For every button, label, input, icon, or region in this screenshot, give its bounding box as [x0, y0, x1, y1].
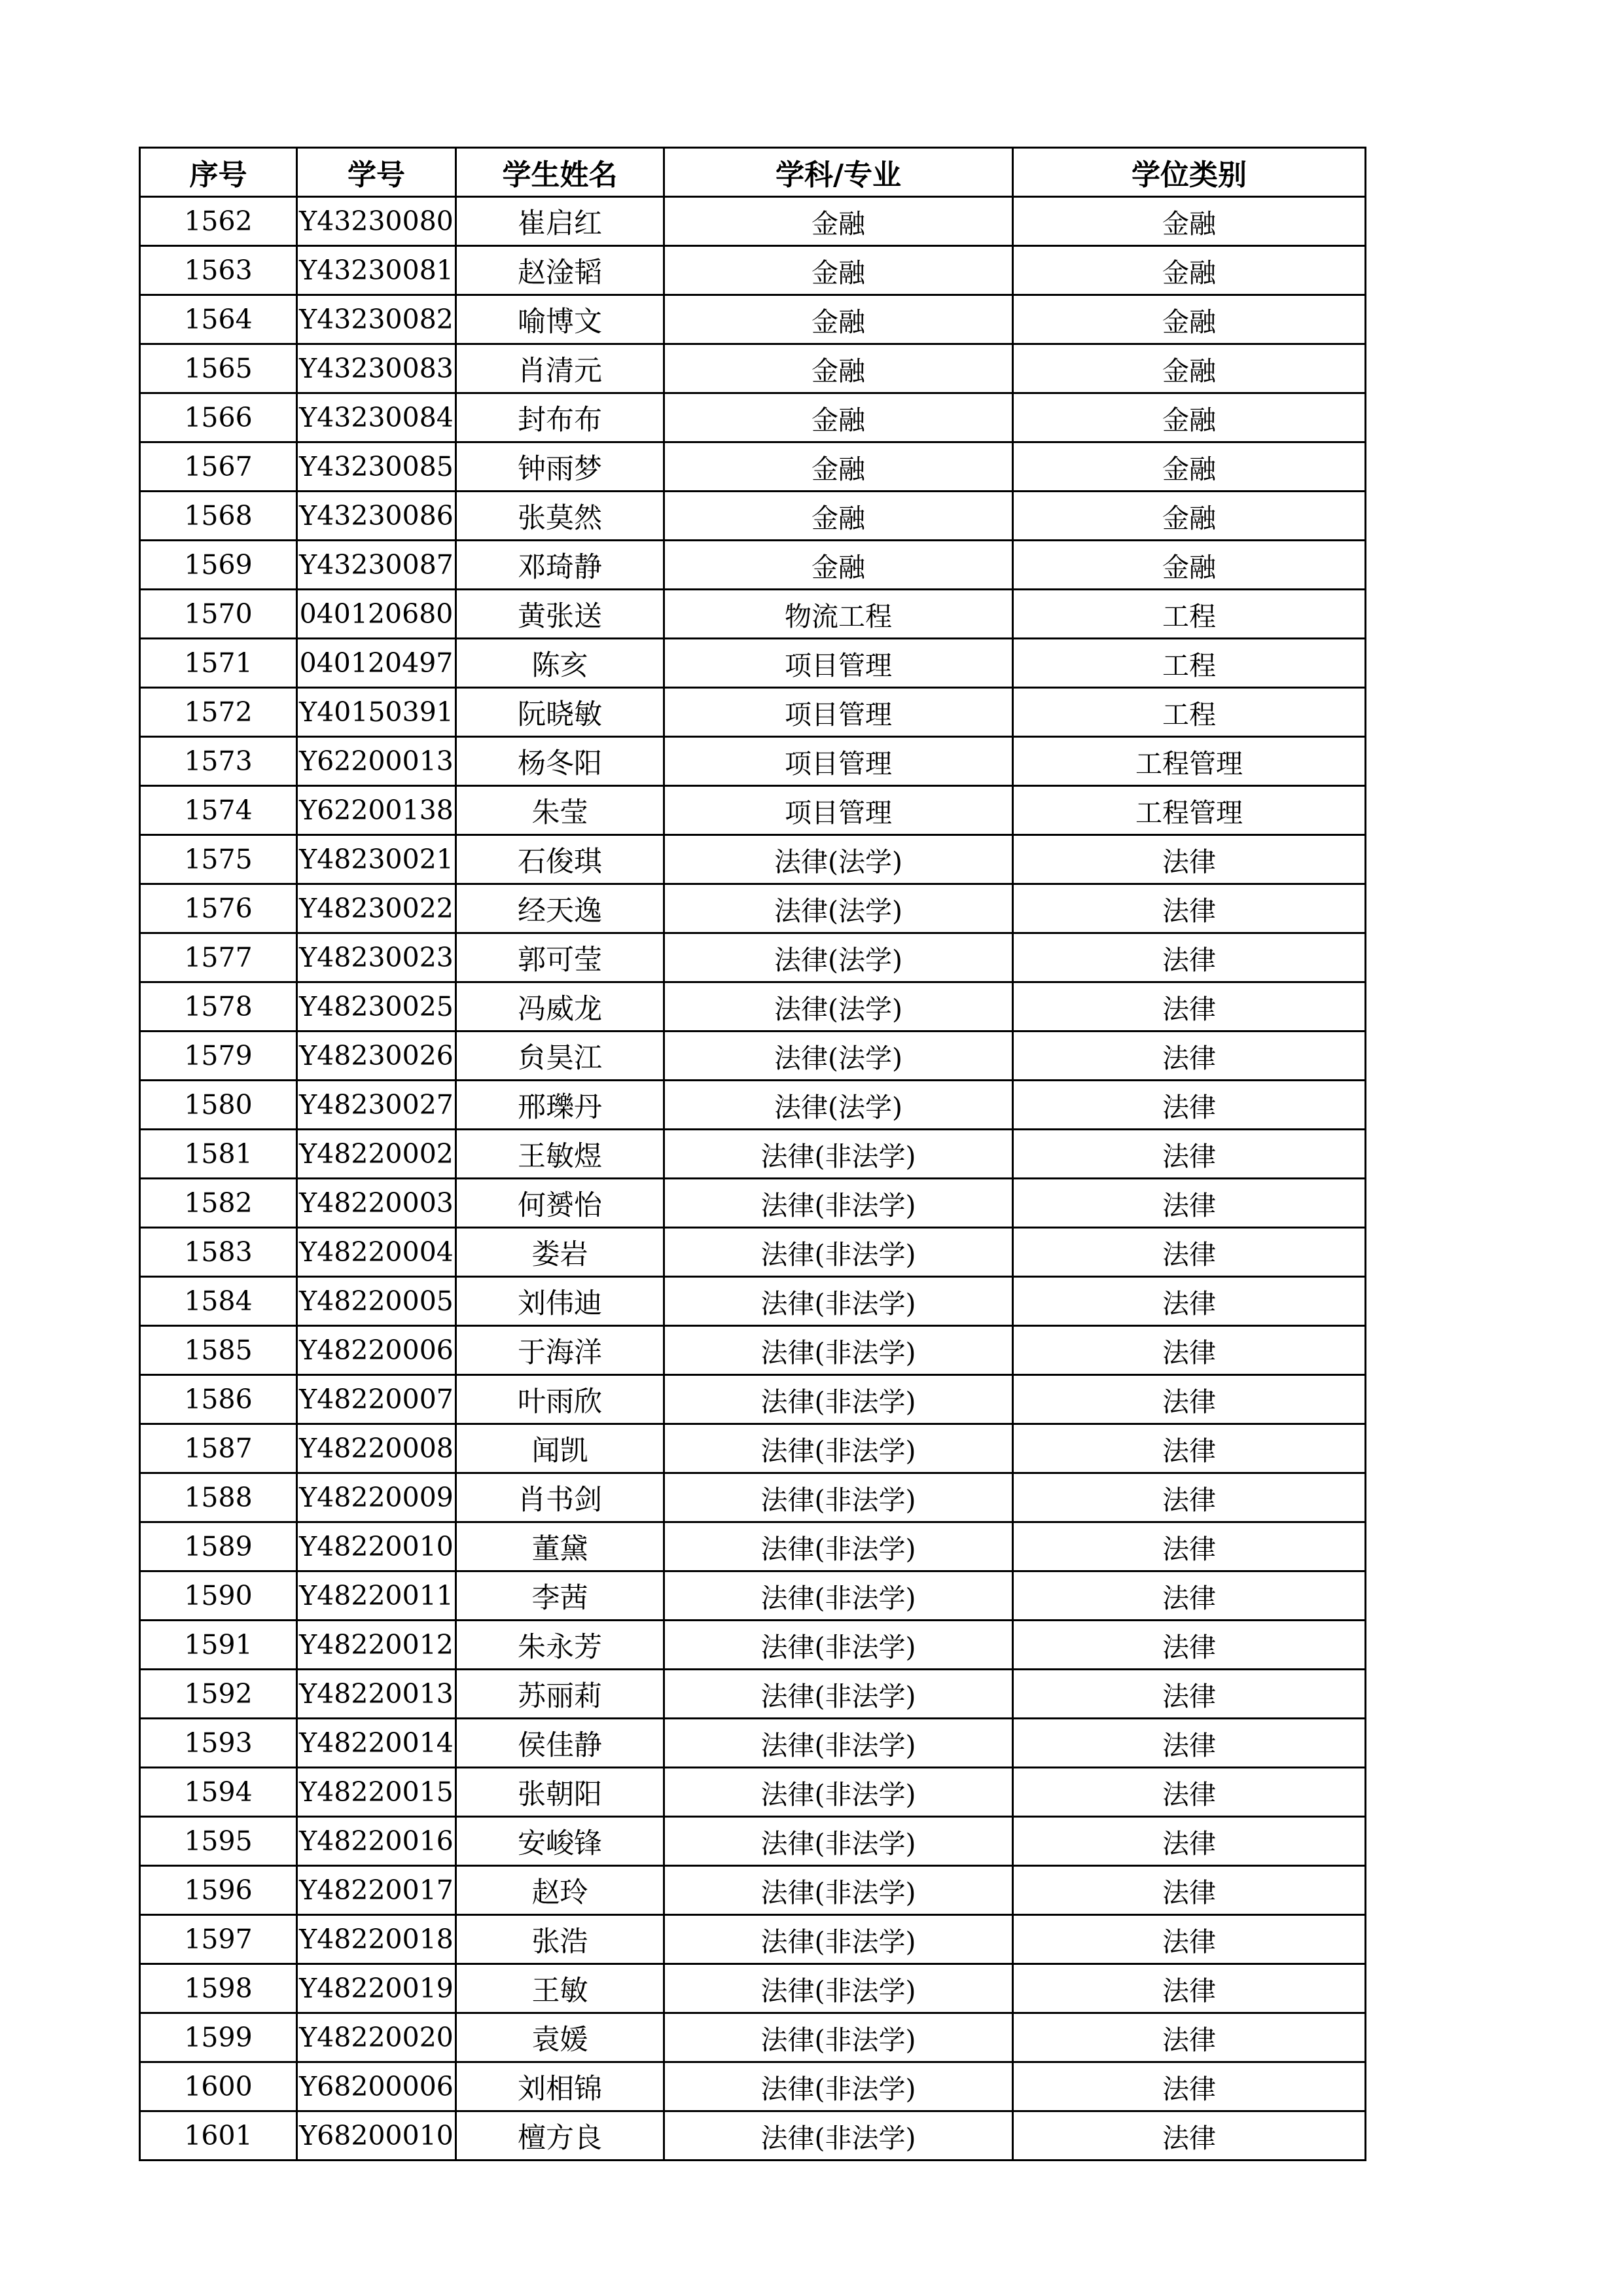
cell-student-id: Y48220013	[297, 1670, 456, 1719]
cell-major: 法律(非法学)	[664, 1719, 1013, 1768]
cell-major: 金融	[664, 393, 1013, 442]
cell-degree-type: 金融	[1013, 295, 1366, 344]
cell-degree-type: 法律	[1013, 1277, 1366, 1326]
cell-student-name: 张浩	[456, 1915, 664, 1964]
cell-student-name: 刘相锦	[456, 2062, 664, 2111]
cell-student-id: Y48230022	[297, 884, 456, 933]
table-row	[140, 1228, 1366, 1277]
cell-student-id: Y40150391	[297, 688, 456, 737]
table-row	[140, 1473, 1366, 1522]
table-row	[140, 1424, 1366, 1473]
cell-student-id: Y68200010	[297, 2111, 456, 2161]
cell-student-name: 王敏	[456, 1964, 664, 2013]
cell-degree-type: 法律	[1013, 1130, 1366, 1179]
cell-student-name: 朱莹	[456, 786, 664, 835]
table-row	[140, 344, 1366, 393]
cell-student-id: Y48220004	[297, 1228, 456, 1277]
cell-student-name: 陈亥	[456, 639, 664, 688]
cell-index: 1569	[140, 541, 297, 590]
table-row	[140, 492, 1366, 541]
cell-index: 1591	[140, 1621, 297, 1670]
cell-degree-type: 法律	[1013, 1228, 1366, 1277]
cell-index: 1587	[140, 1424, 297, 1473]
cell-index: 1562	[140, 197, 297, 246]
cell-index: 1595	[140, 1817, 297, 1866]
cell-degree-type: 法律	[1013, 1081, 1366, 1130]
cell-degree-type: 法律	[1013, 933, 1366, 982]
table-row	[140, 1277, 1366, 1326]
header-degree-type: 学位类别	[1013, 148, 1366, 197]
cell-major: 法律(非法学)	[664, 1179, 1013, 1228]
cell-major: 法律(法学)	[664, 1031, 1013, 1081]
table-row	[140, 1719, 1366, 1768]
cell-major: 法律(非法学)	[664, 1817, 1013, 1866]
cell-degree-type: 法律	[1013, 1768, 1366, 1817]
table-row	[140, 1964, 1366, 2013]
cell-index: 1579	[140, 1031, 297, 1081]
cell-student-id: Y48230027	[297, 1081, 456, 1130]
cell-student-name: 贠昊江	[456, 1031, 664, 1081]
cell-student-name: 何赟怡	[456, 1179, 664, 1228]
cell-major: 法律(非法学)	[664, 1473, 1013, 1522]
cell-index: 1601	[140, 2111, 297, 2161]
cell-major: 法律(非法学)	[664, 1866, 1013, 1915]
cell-student-name: 安峻锋	[456, 1817, 664, 1866]
header-major: 学科/专业	[664, 148, 1013, 197]
cell-student-id: Y48220006	[297, 1326, 456, 1375]
cell-index: 1599	[140, 2013, 297, 2062]
cell-degree-type: 工程	[1013, 688, 1366, 737]
cell-index: 1581	[140, 1130, 297, 1179]
cell-index: 1570	[140, 590, 297, 639]
cell-student-id: Y48220008	[297, 1424, 456, 1473]
cell-student-id: Y48220002	[297, 1130, 456, 1179]
cell-student-id: Y48220010	[297, 1522, 456, 1571]
cell-student-name: 朱永芳	[456, 1621, 664, 1670]
cell-degree-type: 金融	[1013, 246, 1366, 295]
table-row	[140, 295, 1366, 344]
cell-major: 法律(法学)	[664, 982, 1013, 1031]
cell-degree-type: 金融	[1013, 197, 1366, 246]
cell-student-name: 肖清元	[456, 344, 664, 393]
table-row	[140, 1081, 1366, 1130]
cell-degree-type: 金融	[1013, 492, 1366, 541]
cell-major: 金融	[664, 197, 1013, 246]
cell-major: 法律(非法学)	[664, 1522, 1013, 1571]
cell-index: 1573	[140, 737, 297, 786]
cell-student-id: Y48220005	[297, 1277, 456, 1326]
cell-index: 1580	[140, 1081, 297, 1130]
cell-student-id: Y48220016	[297, 1817, 456, 1866]
cell-degree-type: 法律	[1013, 2062, 1366, 2111]
cell-student-name: 郭可莹	[456, 933, 664, 982]
cell-student-id: Y62200138	[297, 786, 456, 835]
cell-degree-type: 法律	[1013, 835, 1366, 884]
cell-major: 项目管理	[664, 639, 1013, 688]
cell-degree-type: 法律	[1013, 2013, 1366, 2062]
cell-major: 法律(非法学)	[664, 2111, 1013, 2161]
cell-degree-type: 金融	[1013, 344, 1366, 393]
cell-student-name: 闻凯	[456, 1424, 664, 1473]
cell-student-id: Y48220007	[297, 1375, 456, 1424]
cell-degree-type: 法律	[1013, 1719, 1366, 1768]
cell-student-name: 檀方良	[456, 2111, 664, 2161]
cell-student-name: 李茜	[456, 1571, 664, 1621]
header-student-name: 学生姓名	[456, 148, 664, 197]
cell-student-name: 赵淦韬	[456, 246, 664, 295]
cell-student-id: Y48220020	[297, 2013, 456, 2062]
cell-major: 法律(法学)	[664, 835, 1013, 884]
table-row	[140, 933, 1366, 982]
cell-index: 1566	[140, 393, 297, 442]
cell-student-name: 娄岩	[456, 1228, 664, 1277]
cell-index: 1592	[140, 1670, 297, 1719]
table-row	[140, 590, 1366, 639]
cell-student-id: Y43230083	[297, 344, 456, 393]
cell-student-id: Y48220003	[297, 1179, 456, 1228]
cell-index: 1598	[140, 1964, 297, 2013]
table-row	[140, 688, 1366, 737]
cell-index: 1590	[140, 1571, 297, 1621]
cell-index: 1589	[140, 1522, 297, 1571]
cell-major: 法律(非法学)	[664, 1424, 1013, 1473]
cell-index: 1563	[140, 246, 297, 295]
cell-major: 法律(非法学)	[664, 1621, 1013, 1670]
cell-major: 项目管理	[664, 737, 1013, 786]
cell-student-name: 钟雨梦	[456, 442, 664, 492]
cell-index: 1572	[140, 688, 297, 737]
cell-degree-type: 金融	[1013, 442, 1366, 492]
cell-student-id: Y68200006	[297, 2062, 456, 2111]
cell-degree-type: 工程管理	[1013, 737, 1366, 786]
table-row	[140, 1621, 1366, 1670]
cell-index: 1584	[140, 1277, 297, 1326]
cell-student-name: 王敏煜	[456, 1130, 664, 1179]
cell-student-id: Y48220012	[297, 1621, 456, 1670]
cell-student-name: 冯威龙	[456, 982, 664, 1031]
table-row	[140, 1031, 1366, 1081]
table-row	[140, 884, 1366, 933]
table-row	[140, 639, 1366, 688]
table-row	[140, 246, 1366, 295]
table-row	[140, 1326, 1366, 1375]
cell-index: 1575	[140, 835, 297, 884]
cell-major: 法律(非法学)	[664, 1375, 1013, 1424]
cell-student-id: Y48220011	[297, 1571, 456, 1621]
cell-student-id: Y48230021	[297, 835, 456, 884]
cell-student-id: Y43230087	[297, 541, 456, 590]
cell-student-id: Y43230085	[297, 442, 456, 492]
table-row	[140, 393, 1366, 442]
header-index: 序号	[140, 148, 297, 197]
cell-degree-type: 工程	[1013, 639, 1366, 688]
cell-major: 金融	[664, 541, 1013, 590]
cell-student-id: Y48220017	[297, 1866, 456, 1915]
cell-major: 法律(非法学)	[664, 1768, 1013, 1817]
cell-student-name: 苏丽莉	[456, 1670, 664, 1719]
cell-major: 法律(非法学)	[664, 2013, 1013, 2062]
table-row	[140, 442, 1366, 492]
cell-student-name: 于海洋	[456, 1326, 664, 1375]
cell-student-id: Y48220014	[297, 1719, 456, 1768]
cell-index: 1597	[140, 1915, 297, 1964]
cell-major: 法律(非法学)	[664, 1670, 1013, 1719]
cell-degree-type: 法律	[1013, 1621, 1366, 1670]
cell-student-name: 封布布	[456, 393, 664, 442]
cell-degree-type: 法律	[1013, 982, 1366, 1031]
cell-student-id: Y48220015	[297, 1768, 456, 1817]
table-row	[140, 1522, 1366, 1571]
cell-student-name: 袁媛	[456, 2013, 664, 2062]
cell-student-id: Y43230080	[297, 197, 456, 246]
cell-degree-type: 法律	[1013, 1964, 1366, 2013]
table-row	[140, 786, 1366, 835]
cell-index: 1583	[140, 1228, 297, 1277]
cell-major: 金融	[664, 246, 1013, 295]
cell-major: 法律(非法学)	[664, 1571, 1013, 1621]
cell-major: 法律(非法学)	[664, 1964, 1013, 2013]
header-student-id: 学号	[297, 148, 456, 197]
table-row	[140, 541, 1366, 590]
cell-student-id: Y48220018	[297, 1915, 456, 1964]
cell-student-id: Y48230023	[297, 933, 456, 982]
cell-student-name: 黄张送	[456, 590, 664, 639]
cell-degree-type: 法律	[1013, 1179, 1366, 1228]
cell-student-id: Y43230086	[297, 492, 456, 541]
table-row	[140, 1915, 1366, 1964]
cell-degree-type: 金融	[1013, 541, 1366, 590]
cell-index: 1574	[140, 786, 297, 835]
cell-major: 法律(非法学)	[664, 1915, 1013, 1964]
table-row	[140, 1130, 1366, 1179]
cell-major: 金融	[664, 295, 1013, 344]
table-row	[140, 2062, 1366, 2111]
cell-student-name: 杨冬阳	[456, 737, 664, 786]
table-row	[140, 2111, 1366, 2161]
table-row	[140, 835, 1366, 884]
cell-index: 1582	[140, 1179, 297, 1228]
table-row	[140, 1768, 1366, 1817]
cell-degree-type: 法律	[1013, 1571, 1366, 1621]
table-row	[140, 982, 1366, 1031]
cell-index: 1576	[140, 884, 297, 933]
cell-student-name: 叶雨欣	[456, 1375, 664, 1424]
cell-index: 1571	[140, 639, 297, 688]
cell-student-id: Y43230084	[297, 393, 456, 442]
cell-index: 1568	[140, 492, 297, 541]
cell-student-name: 经天逸	[456, 884, 664, 933]
cell-major: 法律(法学)	[664, 884, 1013, 933]
cell-degree-type: 金融	[1013, 393, 1366, 442]
cell-student-id: Y62200013	[297, 737, 456, 786]
cell-degree-type: 法律	[1013, 1375, 1366, 1424]
cell-index: 1564	[140, 295, 297, 344]
cell-student-id: 040120497	[297, 639, 456, 688]
cell-major: 金融	[664, 344, 1013, 393]
cell-major: 法律(法学)	[664, 1081, 1013, 1130]
cell-degree-type: 法律	[1013, 1424, 1366, 1473]
cell-index: 1586	[140, 1375, 297, 1424]
cell-index: 1585	[140, 1326, 297, 1375]
cell-major: 金融	[664, 492, 1013, 541]
cell-major: 物流工程	[664, 590, 1013, 639]
cell-index: 1596	[140, 1866, 297, 1915]
cell-index: 1594	[140, 1768, 297, 1817]
cell-major: 项目管理	[664, 688, 1013, 737]
table-row	[140, 1670, 1366, 1719]
cell-major: 金融	[664, 442, 1013, 492]
cell-student-name: 张莫然	[456, 492, 664, 541]
table-row	[140, 2013, 1366, 2062]
cell-index: 1577	[140, 933, 297, 982]
cell-student-id: Y48220009	[297, 1473, 456, 1522]
cell-degree-type: 法律	[1013, 1866, 1366, 1915]
cell-student-id: Y48230026	[297, 1031, 456, 1081]
cell-degree-type: 法律	[1013, 1522, 1366, 1571]
cell-major: 法律(非法学)	[664, 1130, 1013, 1179]
header-row	[140, 148, 1366, 197]
cell-index: 1600	[140, 2062, 297, 2111]
cell-degree-type: 法律	[1013, 884, 1366, 933]
student-degree-table	[139, 147, 1366, 2161]
cell-student-name: 张朝阳	[456, 1768, 664, 1817]
cell-major: 法律(非法学)	[664, 1228, 1013, 1277]
table-row	[140, 197, 1366, 246]
cell-student-name: 石俊琪	[456, 835, 664, 884]
cell-student-id: Y48220019	[297, 1964, 456, 2013]
cell-degree-type: 法律	[1013, 1670, 1366, 1719]
cell-student-name: 阮晓敏	[456, 688, 664, 737]
cell-index: 1588	[140, 1473, 297, 1522]
cell-student-name: 邓琦静	[456, 541, 664, 590]
cell-degree-type: 法律	[1013, 1326, 1366, 1375]
table-row	[140, 1179, 1366, 1228]
cell-student-id: Y43230082	[297, 295, 456, 344]
cell-student-name: 肖书剑	[456, 1473, 664, 1522]
cell-student-id: Y43230081	[297, 246, 456, 295]
cell-index: 1567	[140, 442, 297, 492]
cell-student-name: 董黛	[456, 1522, 664, 1571]
cell-major: 法律(非法学)	[664, 2062, 1013, 2111]
cell-degree-type: 工程管理	[1013, 786, 1366, 835]
table-row	[140, 737, 1366, 786]
table-row	[140, 1571, 1366, 1621]
cell-degree-type: 法律	[1013, 1817, 1366, 1866]
cell-degree-type: 法律	[1013, 1915, 1366, 1964]
cell-degree-type: 法律	[1013, 1473, 1366, 1522]
cell-student-name: 邢瓅丹	[456, 1081, 664, 1130]
cell-student-name: 刘伟迪	[456, 1277, 664, 1326]
cell-student-name: 赵玲	[456, 1866, 664, 1915]
cell-student-name: 崔启红	[456, 197, 664, 246]
cell-student-id: Y48230025	[297, 982, 456, 1031]
cell-index: 1578	[140, 982, 297, 1031]
cell-student-id: 040120680	[297, 590, 456, 639]
cell-index: 1593	[140, 1719, 297, 1768]
cell-major: 法律(非法学)	[664, 1277, 1013, 1326]
table-row	[140, 1817, 1366, 1866]
table-row	[140, 1375, 1366, 1424]
table-body	[140, 197, 1366, 2161]
cell-major: 法律(法学)	[664, 933, 1013, 982]
table-row	[140, 1866, 1366, 1915]
cell-degree-type: 工程	[1013, 590, 1366, 639]
cell-student-name: 侯佳静	[456, 1719, 664, 1768]
cell-major: 法律(非法学)	[664, 1326, 1013, 1375]
cell-index: 1565	[140, 344, 297, 393]
cell-student-name: 喻博文	[456, 295, 664, 344]
cell-degree-type: 法律	[1013, 2111, 1366, 2161]
cell-degree-type: 法律	[1013, 1031, 1366, 1081]
cell-major: 项目管理	[664, 786, 1013, 835]
